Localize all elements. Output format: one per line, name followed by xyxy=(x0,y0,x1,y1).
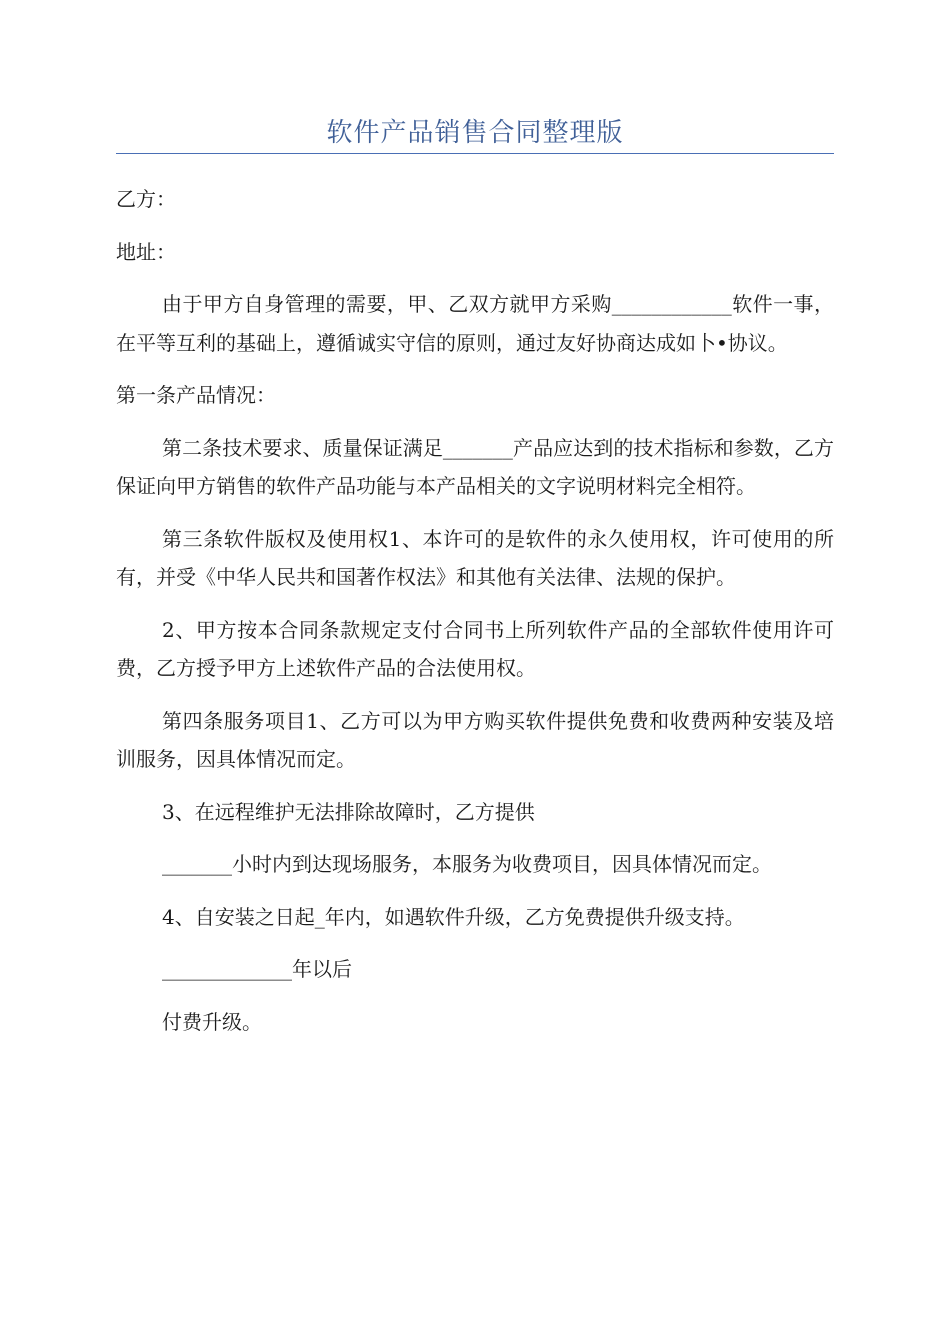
title-underline xyxy=(116,153,834,154)
party-b-line: 乙方： xyxy=(116,187,176,211)
article-4-clause-3: 3、在远程维护无法排除故障时，乙方提供 xyxy=(162,799,535,824)
paid-upgrade-line: 付费升级。 xyxy=(162,1009,262,1034)
article-4-paragraph: 第四条服务项目1、乙方可以为甲方购买软件提供免费和收费两种安装及培训服务，因具体情况而定。 xyxy=(116,708,834,771)
document-body xyxy=(116,180,834,1055)
article-2-paragraph: 第二条技术要求、质量保证满足_______产品应达到的技术指标和参数，乙方保证向甲方销售的软件产品功能与本产品相关的文字说明材料完全相符。 xyxy=(116,435,834,498)
preamble-paragraph: 由于甲方自身管理的需要，甲、乙双方就甲方采购____________软件一事，在平等互利的基础上，遵循诚实守信的原则，通过友好协商达成如卜•协议。 xyxy=(116,292,834,355)
article-1-heading: 第一条产品情况： xyxy=(116,383,276,407)
document-title: 软件产品销售合同整理版 xyxy=(326,118,624,148)
onsite-service-paragraph: _______小时内到达现场服务，本服务为收费项目，因具体情况而定。 xyxy=(162,852,772,876)
article-4-clause-4: 4、自安装之日起_年内，如遇软件升级，乙方免费提供升级支持。 xyxy=(162,904,745,929)
article-3-paragraph: 第三条软件版权及使用权1、本许可的是软件的永久使用权，许可使用的所有，并受《中华人民共和国著作权法》和其他有关法律、法规的保护。 xyxy=(116,526,834,589)
article-3-clause-2: 2、甲方按本合同条款规定支付合同书上所列软件产品的全部软件使用许可费，乙方授予甲方上述软件产品的合法使用权。 xyxy=(116,617,834,680)
address-line: 地址： xyxy=(116,239,176,264)
after-years-line: _____________年以后 xyxy=(162,957,352,981)
